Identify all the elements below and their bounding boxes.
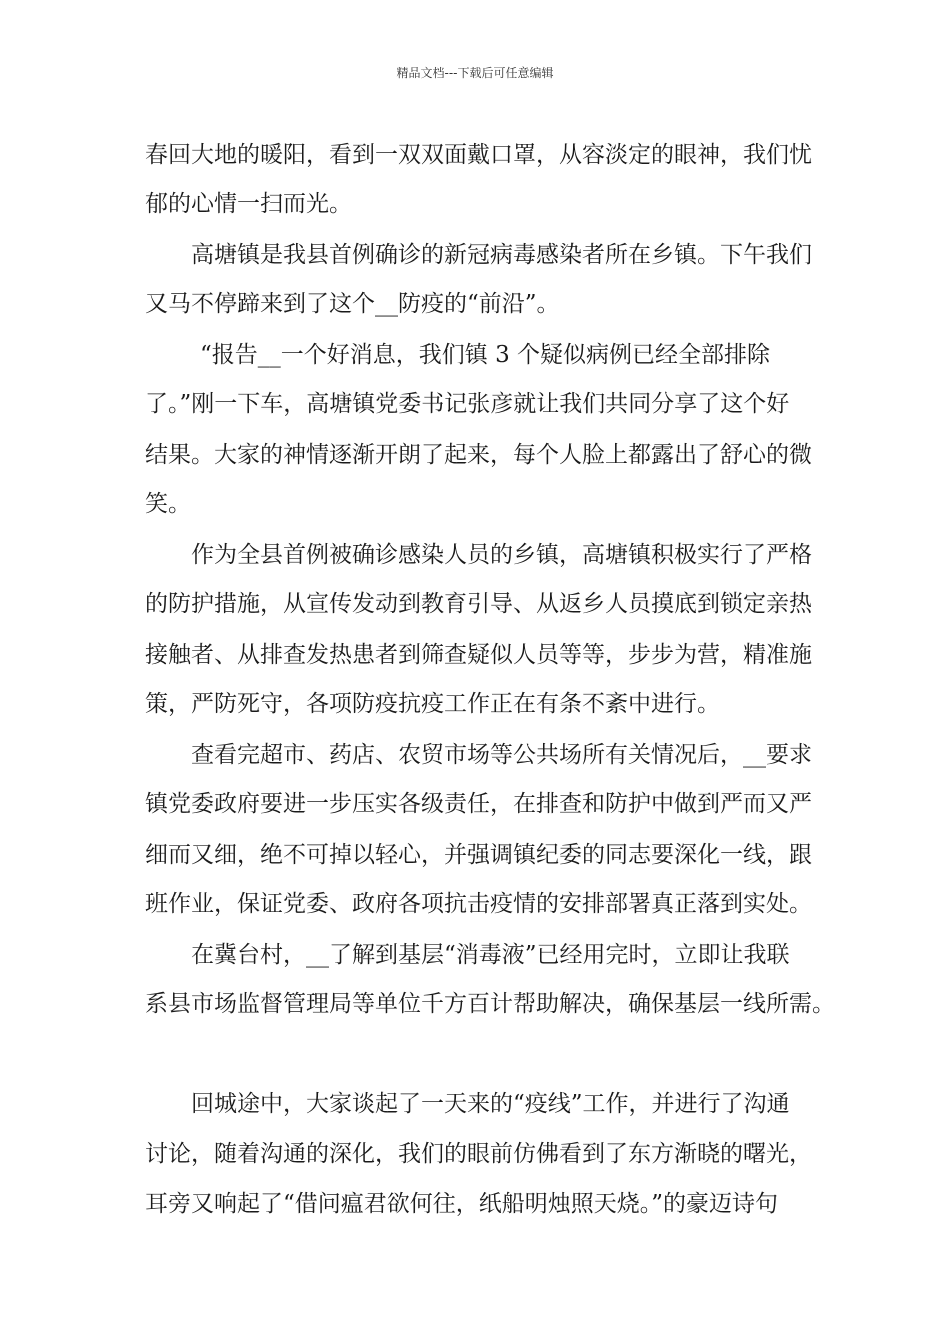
text-line: 又马不停蹄来到了这个__防疫的“前沿”。	[145, 291, 560, 317]
text-line: 了。”刚一下车，高塘镇党委书记张彦就让我们共同分享了这个好	[145, 391, 790, 417]
text-line: 策，严防死守，各项防疫抗疫工作正在有条不紊中进行。	[145, 691, 720, 717]
text-line: 笑。	[145, 491, 191, 517]
text-line: 接触者、从排查发热患者到筛查疑似人员等等，步步为营，精准施	[145, 642, 812, 668]
text-line: 春回大地的暖阳，看到一双双面戴口罩，从容淡定的眼神，我们忧	[145, 142, 812, 168]
text-line: 郁的心情一扫而光。	[145, 191, 352, 217]
text-line: 结果。大家的神情逐渐开朗了起来，每个人脸上都露出了舒心的微	[145, 442, 812, 468]
text-line: “报告__一个好消息，我们镇 3 个疑似病例已经全部排除	[200, 342, 771, 368]
text-line: 查看完超市、药店、农贸市场等公共场所有关情况后，__要求	[191, 742, 812, 768]
page-header: 精品文档---下载后可任意编辑	[396, 66, 554, 80]
text-line: 系县市场监督管理局等单位千方百计帮助解决，确保基层一线所需。	[145, 991, 835, 1017]
text-line: 回城途中，大家谈起了一天来的“疫线”工作，并进行了沟通	[191, 1091, 790, 1117]
text-line: 耳旁又响起了“借问瘟君欲何往，纸船明烛照天烧。”的豪迈诗句	[145, 1191, 779, 1217]
text-line: 班作业，保证党委、政府各项抗击疫情的安排部署真正落到实处。	[145, 891, 812, 917]
text-line: 在冀台村，__了解到基层“消毒液”已经用完时，立即让我联	[191, 942, 790, 968]
text-line: 的防护措施，从宣传发动到教育引导、从返乡人员摸底到锁定亲热	[145, 591, 812, 617]
text-line: 作为全县首例被确诊感染人员的乡镇，高塘镇积极实行了严格	[191, 542, 812, 568]
text-line: 细而又细，绝不可掉以轻心，并强调镇纪委的同志要深化一线，跟	[145, 842, 812, 868]
text-line: 镇党委政府要进一步压实各级责任，在排查和防护中做到严而又严	[145, 791, 812, 817]
text-line: 讨论，随着沟通的深化，我们的眼前仿佛看到了东方渐晓的曙光，	[145, 1141, 812, 1167]
text-line: 高塘镇是我县首例确诊的新冠病毒感染者所在乡镇。下午我们	[191, 242, 812, 268]
